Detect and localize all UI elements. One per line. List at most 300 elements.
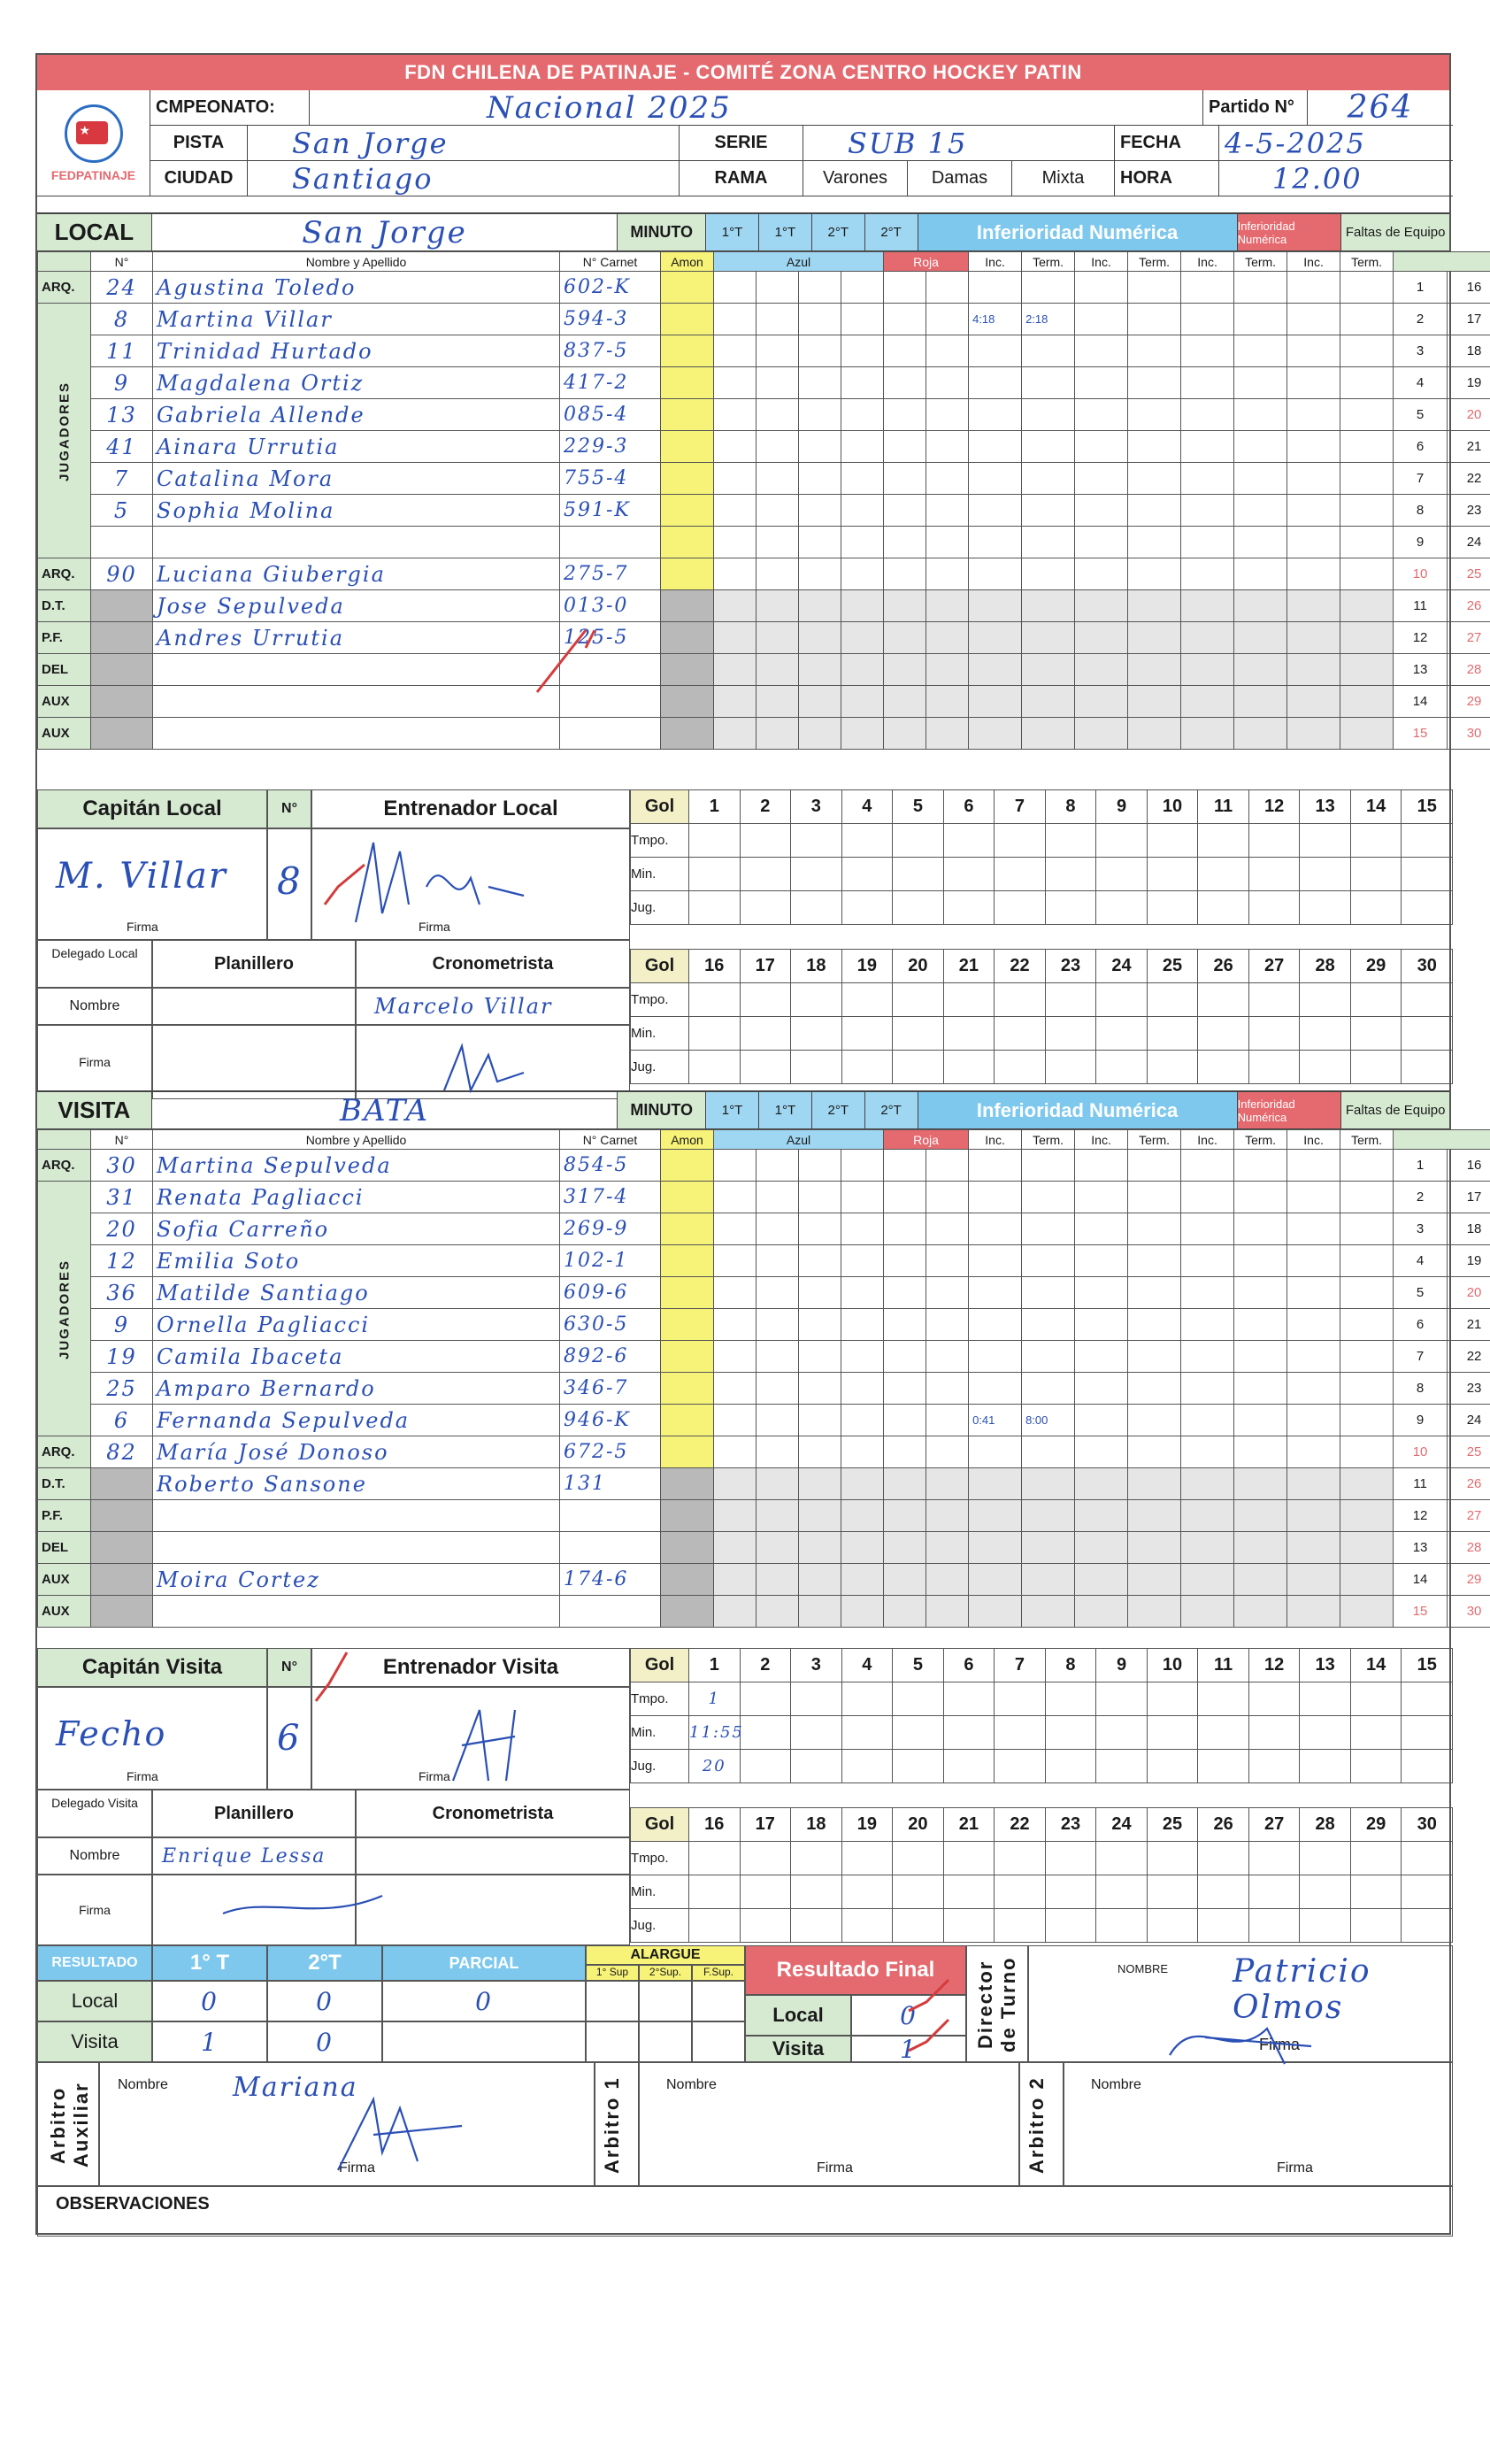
gol-cell[interactable] bbox=[1147, 1842, 1198, 1875]
minuto-cell[interactable] bbox=[884, 463, 926, 495]
gol-cell[interactable] bbox=[1402, 1682, 1453, 1716]
gol-cell[interactable] bbox=[943, 1682, 995, 1716]
inferioridad-cell[interactable] bbox=[1022, 1373, 1075, 1405]
minuto-cell[interactable] bbox=[799, 1341, 841, 1373]
gol-cell[interactable] bbox=[1350, 1842, 1402, 1875]
gol-cell[interactable] bbox=[689, 858, 741, 891]
amon-cell[interactable] bbox=[661, 1309, 714, 1341]
gol-cell[interactable] bbox=[1350, 1875, 1402, 1909]
inferioridad-cell[interactable] bbox=[969, 399, 1022, 431]
player-number[interactable]: 90 bbox=[91, 558, 153, 590]
minuto-cell[interactable] bbox=[714, 431, 757, 463]
faltas-cell[interactable]: 16 bbox=[1448, 272, 1490, 304]
minuto-cell[interactable] bbox=[799, 1500, 841, 1532]
gol-cell[interactable] bbox=[841, 1750, 893, 1783]
gol-cell[interactable] bbox=[1147, 1017, 1198, 1051]
player-name[interactable]: Andres Urrutia bbox=[153, 622, 560, 654]
inferioridad-cell[interactable] bbox=[1287, 1309, 1340, 1341]
inferioridad-cell[interactable] bbox=[1234, 686, 1287, 718]
inferioridad-cell[interactable] bbox=[1340, 1373, 1394, 1405]
minuto-cell[interactable] bbox=[884, 1150, 926, 1182]
inferioridad-cell[interactable] bbox=[1075, 399, 1128, 431]
minuto-cell[interactable] bbox=[799, 622, 841, 654]
gol-cell[interactable] bbox=[1402, 1051, 1453, 1084]
inferioridad-cell[interactable] bbox=[1128, 1596, 1181, 1628]
gol-cell[interactable] bbox=[1198, 1017, 1249, 1051]
minuto-cell[interactable] bbox=[884, 558, 926, 590]
player-carnet[interactable]: 275-7 bbox=[560, 558, 661, 590]
minuto-cell[interactable] bbox=[757, 272, 799, 304]
minuto-cell[interactable] bbox=[841, 1405, 884, 1436]
minuto-cell[interactable] bbox=[841, 622, 884, 654]
inferioridad-cell[interactable] bbox=[1075, 654, 1128, 686]
minuto-cell[interactable] bbox=[884, 1277, 926, 1309]
inferioridad-cell[interactable] bbox=[1234, 463, 1287, 495]
player-carnet[interactable]: 102-1 bbox=[560, 1245, 661, 1277]
minuto-cell[interactable] bbox=[714, 1468, 757, 1500]
gol-cell[interactable] bbox=[995, 1875, 1046, 1909]
amon-cell[interactable] bbox=[661, 718, 714, 750]
gol-cell[interactable] bbox=[1248, 891, 1300, 925]
faltas-cell[interactable]: 7 bbox=[1394, 1341, 1448, 1373]
gol-cell[interactable] bbox=[893, 1017, 944, 1051]
minuto-cell[interactable] bbox=[714, 272, 757, 304]
gol-cell[interactable] bbox=[893, 983, 944, 1017]
inferioridad-cell[interactable] bbox=[1234, 304, 1287, 335]
inferioridad-cell[interactable] bbox=[969, 335, 1022, 367]
gol-cell[interactable] bbox=[841, 824, 893, 858]
player-name[interactable]: Roberto Sansone bbox=[153, 1468, 560, 1500]
player-carnet[interactable]: 630-5 bbox=[560, 1309, 661, 1341]
inferioridad-cell[interactable] bbox=[1022, 1245, 1075, 1277]
inferioridad-cell[interactable] bbox=[1075, 527, 1128, 558]
gol-cell[interactable] bbox=[1300, 858, 1351, 891]
minuto-cell[interactable] bbox=[799, 463, 841, 495]
gol-cell[interactable] bbox=[1300, 1875, 1351, 1909]
inferioridad-cell[interactable] bbox=[1075, 1150, 1128, 1182]
faltas-cell[interactable]: 21 bbox=[1448, 1309, 1490, 1341]
rama-mixta[interactable]: Mixta bbox=[1012, 161, 1115, 196]
inferioridad-cell[interactable] bbox=[1234, 1500, 1287, 1532]
player-name[interactable] bbox=[153, 1596, 560, 1628]
minuto-cell[interactable] bbox=[926, 1245, 969, 1277]
inferioridad-cell[interactable] bbox=[969, 1373, 1022, 1405]
inferioridad-cell[interactable] bbox=[1287, 1436, 1340, 1468]
gol-cell[interactable] bbox=[1198, 1051, 1249, 1084]
gol-cell[interactable] bbox=[1198, 824, 1249, 858]
minuto-cell[interactable] bbox=[757, 527, 799, 558]
minuto-cell[interactable] bbox=[757, 1373, 799, 1405]
inferioridad-cell[interactable] bbox=[1340, 304, 1394, 335]
inferioridad-cell[interactable] bbox=[1022, 590, 1075, 622]
capitan-visita-sign-box[interactable] bbox=[37, 1687, 267, 1790]
inferioridad-cell[interactable] bbox=[1287, 1468, 1340, 1500]
inferioridad-cell[interactable] bbox=[1022, 558, 1075, 590]
minuto-cell[interactable] bbox=[714, 1150, 757, 1182]
inferioridad-cell[interactable] bbox=[1128, 1405, 1181, 1436]
player-number[interactable] bbox=[91, 1564, 153, 1596]
minuto-cell[interactable] bbox=[799, 718, 841, 750]
inferioridad-cell[interactable] bbox=[1181, 399, 1234, 431]
inferioridad-cell[interactable] bbox=[1022, 622, 1075, 654]
gol-cell[interactable] bbox=[1147, 1716, 1198, 1750]
minuto-cell[interactable] bbox=[714, 1277, 757, 1309]
minuto-cell[interactable] bbox=[841, 590, 884, 622]
gol-cell[interactable] bbox=[995, 1909, 1046, 1943]
visita-2t-score[interactable]: 0 bbox=[267, 2021, 382, 2062]
minuto-cell[interactable] bbox=[926, 1436, 969, 1468]
minuto-cell[interactable] bbox=[926, 1341, 969, 1373]
faltas-cell[interactable]: 8 bbox=[1394, 1373, 1448, 1405]
inferioridad-cell[interactable] bbox=[1234, 558, 1287, 590]
gol-cell[interactable] bbox=[1248, 983, 1300, 1017]
minuto-cell[interactable] bbox=[841, 1182, 884, 1213]
gol-cell[interactable] bbox=[995, 824, 1046, 858]
player-carnet[interactable] bbox=[560, 527, 661, 558]
minuto-cell[interactable] bbox=[841, 495, 884, 527]
minuto-cell[interactable] bbox=[757, 654, 799, 686]
minuto-cell[interactable] bbox=[799, 1405, 841, 1436]
gol-cell[interactable] bbox=[791, 1750, 842, 1783]
minuto-cell[interactable] bbox=[926, 1532, 969, 1564]
faltas-cell[interactable]: 16 bbox=[1448, 1150, 1490, 1182]
amon-cell[interactable] bbox=[661, 272, 714, 304]
faltas-cell[interactable]: 21 bbox=[1448, 431, 1490, 463]
amon-cell[interactable] bbox=[661, 1341, 714, 1373]
gol-cell[interactable] bbox=[893, 858, 944, 891]
arbitro2-box[interactable] bbox=[1064, 2062, 1453, 2186]
inferioridad-cell[interactable] bbox=[1340, 622, 1394, 654]
visita-parcial-score[interactable] bbox=[382, 2021, 586, 2062]
inferioridad-cell[interactable] bbox=[1340, 558, 1394, 590]
inferioridad-cell[interactable]: 2:18 bbox=[1022, 304, 1075, 335]
inferioridad-cell[interactable] bbox=[1340, 495, 1394, 527]
minuto-cell[interactable] bbox=[799, 1436, 841, 1468]
player-carnet[interactable]: 837-5 bbox=[560, 335, 661, 367]
minuto-cell[interactable] bbox=[799, 1277, 841, 1309]
gol-cell[interactable] bbox=[740, 824, 791, 858]
faltas-cell[interactable]: 22 bbox=[1448, 1341, 1490, 1373]
inferioridad-cell[interactable] bbox=[1234, 272, 1287, 304]
inferioridad-cell[interactable] bbox=[1022, 1468, 1075, 1500]
inferioridad-cell[interactable] bbox=[1022, 367, 1075, 399]
inferioridad-cell[interactable] bbox=[1181, 335, 1234, 367]
minuto-cell[interactable] bbox=[884, 1245, 926, 1277]
player-number[interactable]: 6 bbox=[91, 1405, 153, 1436]
gol-cell[interactable] bbox=[893, 1051, 944, 1084]
gol-cell[interactable] bbox=[943, 1750, 995, 1783]
gol-cell[interactable] bbox=[995, 891, 1046, 925]
inferioridad-cell[interactable] bbox=[1181, 1500, 1234, 1532]
minuto-cell[interactable] bbox=[714, 527, 757, 558]
gol-cell[interactable] bbox=[1096, 1909, 1148, 1943]
player-name[interactable]: Amparo Bernardo bbox=[153, 1373, 560, 1405]
faltas-cell[interactable]: 30 bbox=[1448, 718, 1490, 750]
faltas-cell[interactable]: 1 bbox=[1394, 1150, 1448, 1182]
gol-cell[interactable] bbox=[689, 1875, 741, 1909]
player-number[interactable] bbox=[91, 1468, 153, 1500]
inferioridad-cell[interactable] bbox=[1022, 463, 1075, 495]
inferioridad-cell[interactable] bbox=[1022, 686, 1075, 718]
inferioridad-cell[interactable] bbox=[1181, 1150, 1234, 1182]
inferioridad-cell[interactable] bbox=[1075, 1277, 1128, 1309]
minuto-cell[interactable] bbox=[926, 1405, 969, 1436]
inferioridad-cell[interactable] bbox=[1075, 1500, 1128, 1532]
inferioridad-cell[interactable] bbox=[1128, 1500, 1181, 1532]
faltas-cell[interactable]: 17 bbox=[1448, 1182, 1490, 1213]
gol-cell[interactable] bbox=[1147, 983, 1198, 1017]
inferioridad-cell[interactable] bbox=[1022, 1182, 1075, 1213]
inferioridad-cell[interactable] bbox=[1181, 686, 1234, 718]
player-name[interactable] bbox=[153, 686, 560, 718]
gol-cell[interactable] bbox=[1402, 983, 1453, 1017]
minuto-cell[interactable] bbox=[714, 1405, 757, 1436]
final-visita-score[interactable]: 1 bbox=[851, 2036, 966, 2062]
capitan-local-sign-box[interactable] bbox=[37, 828, 267, 940]
gol-cell[interactable] bbox=[1045, 824, 1096, 858]
minuto-cell[interactable] bbox=[884, 1309, 926, 1341]
gol-cell[interactable] bbox=[689, 1909, 741, 1943]
amon-cell[interactable] bbox=[661, 1405, 714, 1436]
inferioridad-cell[interactable] bbox=[1287, 1564, 1340, 1596]
inferioridad-cell[interactable] bbox=[1022, 1341, 1075, 1373]
minuto-cell[interactable] bbox=[799, 1150, 841, 1182]
minuto-cell[interactable] bbox=[714, 590, 757, 622]
minuto-cell[interactable] bbox=[884, 335, 926, 367]
gol-cell[interactable] bbox=[1300, 1017, 1351, 1051]
gol-cell[interactable] bbox=[1198, 1682, 1249, 1716]
player-number[interactable] bbox=[91, 718, 153, 750]
faltas-cell[interactable]: 14 bbox=[1394, 1564, 1448, 1596]
amon-cell[interactable] bbox=[661, 495, 714, 527]
faltas-cell[interactable]: 24 bbox=[1448, 527, 1490, 558]
gol-cell[interactable] bbox=[1045, 1051, 1096, 1084]
inferioridad-cell[interactable] bbox=[1128, 558, 1181, 590]
inferioridad-cell[interactable] bbox=[1287, 463, 1340, 495]
gol-cell[interactable] bbox=[995, 858, 1046, 891]
inferioridad-cell[interactable] bbox=[1287, 1213, 1340, 1245]
gol-cell[interactable] bbox=[1300, 891, 1351, 925]
inferioridad-cell[interactable] bbox=[969, 431, 1022, 463]
gol-cell[interactable] bbox=[1300, 983, 1351, 1017]
gol-cell[interactable] bbox=[1198, 1750, 1249, 1783]
inferioridad-cell[interactable] bbox=[1181, 1596, 1234, 1628]
inferioridad-cell[interactable] bbox=[1234, 1182, 1287, 1213]
inferioridad-cell[interactable] bbox=[969, 686, 1022, 718]
planillero-local-sign[interactable] bbox=[152, 1025, 356, 1099]
gol-cell[interactable] bbox=[1045, 1017, 1096, 1051]
ciudad-value[interactable]: Santiago bbox=[248, 161, 680, 196]
minuto-cell[interactable] bbox=[884, 1373, 926, 1405]
inferioridad-cell[interactable] bbox=[969, 1245, 1022, 1277]
inferioridad-cell[interactable] bbox=[1287, 654, 1340, 686]
inferioridad-cell[interactable] bbox=[1287, 718, 1340, 750]
minuto-cell[interactable] bbox=[757, 1213, 799, 1245]
gol-cell[interactable] bbox=[1198, 983, 1249, 1017]
minuto-cell[interactable] bbox=[841, 399, 884, 431]
minuto-cell[interactable] bbox=[714, 1373, 757, 1405]
minuto-cell[interactable] bbox=[799, 1182, 841, 1213]
faltas-cell[interactable]: 11 bbox=[1394, 1468, 1448, 1500]
inferioridad-cell[interactable] bbox=[1340, 686, 1394, 718]
player-number[interactable] bbox=[91, 1596, 153, 1628]
player-number[interactable]: 5 bbox=[91, 495, 153, 527]
gol-cell[interactable] bbox=[740, 1842, 791, 1875]
gol-cell[interactable] bbox=[1248, 1017, 1300, 1051]
minuto-cell[interactable] bbox=[757, 335, 799, 367]
minuto-cell[interactable] bbox=[799, 304, 841, 335]
faltas-cell[interactable]: 17 bbox=[1448, 304, 1490, 335]
player-name[interactable]: Sophia Molina bbox=[153, 495, 560, 527]
inferioridad-cell[interactable] bbox=[1128, 1341, 1181, 1373]
local-2t-score[interactable]: 0 bbox=[267, 1981, 382, 2021]
gol-cell[interactable] bbox=[841, 1909, 893, 1943]
gol-cell[interactable] bbox=[893, 1750, 944, 1783]
minuto-cell[interactable] bbox=[714, 718, 757, 750]
amon-cell[interactable] bbox=[661, 431, 714, 463]
cronometrista-local-name[interactable]: Marcelo Villar bbox=[356, 988, 630, 1025]
gol-cell[interactable] bbox=[1350, 1017, 1402, 1051]
gol-cell[interactable] bbox=[1096, 1051, 1148, 1084]
faltas-cell[interactable]: 15 bbox=[1394, 718, 1448, 750]
minuto-cell[interactable] bbox=[884, 1564, 926, 1596]
gol-cell[interactable] bbox=[740, 858, 791, 891]
gol-cell[interactable] bbox=[1198, 1842, 1249, 1875]
inferioridad-cell[interactable] bbox=[1022, 495, 1075, 527]
minuto-cell[interactable] bbox=[926, 399, 969, 431]
gol-cell[interactable] bbox=[1147, 1875, 1198, 1909]
inferioridad-cell[interactable] bbox=[1234, 1405, 1287, 1436]
minuto-cell[interactable] bbox=[841, 1500, 884, 1532]
player-number[interactable] bbox=[91, 590, 153, 622]
faltas-cell[interactable]: 4 bbox=[1394, 367, 1448, 399]
inferioridad-cell[interactable] bbox=[1234, 367, 1287, 399]
minuto-cell[interactable] bbox=[757, 495, 799, 527]
inferioridad-cell[interactable] bbox=[1075, 1405, 1128, 1436]
inferioridad-cell[interactable] bbox=[1181, 1405, 1234, 1436]
minuto-cell[interactable] bbox=[799, 686, 841, 718]
minuto-cell[interactable] bbox=[841, 558, 884, 590]
inferioridad-cell[interactable] bbox=[1075, 1245, 1128, 1277]
gol-cell[interactable] bbox=[893, 1682, 944, 1716]
minuto-cell[interactable] bbox=[799, 558, 841, 590]
inferioridad-cell[interactable] bbox=[1234, 399, 1287, 431]
minuto-cell[interactable] bbox=[714, 1341, 757, 1373]
minuto-cell[interactable] bbox=[841, 527, 884, 558]
inferioridad-cell[interactable] bbox=[1340, 399, 1394, 431]
inferioridad-cell[interactable] bbox=[969, 590, 1022, 622]
gol-cell[interactable] bbox=[1248, 1682, 1300, 1716]
inferioridad-cell[interactable] bbox=[1075, 1341, 1128, 1373]
amon-cell[interactable] bbox=[661, 654, 714, 686]
inferioridad-cell[interactable] bbox=[969, 495, 1022, 527]
gol-cell[interactable] bbox=[943, 1909, 995, 1943]
inferioridad-cell[interactable] bbox=[1234, 654, 1287, 686]
minuto-cell[interactable] bbox=[884, 1436, 926, 1468]
inferioridad-cell[interactable]: 8:00 bbox=[1022, 1405, 1075, 1436]
gol-cell[interactable] bbox=[1096, 858, 1148, 891]
inferioridad-cell[interactable] bbox=[1075, 431, 1128, 463]
inferioridad-cell[interactable] bbox=[1234, 1277, 1287, 1309]
amon-cell[interactable] bbox=[661, 1277, 714, 1309]
inferioridad-cell[interactable] bbox=[1287, 431, 1340, 463]
minuto-cell[interactable] bbox=[884, 495, 926, 527]
minuto-cell[interactable] bbox=[841, 1245, 884, 1277]
inferioridad-cell[interactable] bbox=[1234, 590, 1287, 622]
faltas-cell[interactable]: 4 bbox=[1394, 1245, 1448, 1277]
inferioridad-cell[interactable] bbox=[1075, 1532, 1128, 1564]
inferioridad-cell[interactable] bbox=[1181, 304, 1234, 335]
gol-cell[interactable] bbox=[1300, 1716, 1351, 1750]
minuto-cell[interactable] bbox=[714, 1564, 757, 1596]
inferioridad-cell[interactable] bbox=[969, 718, 1022, 750]
inferioridad-cell[interactable] bbox=[1075, 1436, 1128, 1468]
amon-cell[interactable] bbox=[661, 558, 714, 590]
minuto-cell[interactable] bbox=[757, 718, 799, 750]
serie-value[interactable]: SUB 15 bbox=[803, 126, 1115, 160]
inferioridad-cell[interactable] bbox=[1287, 558, 1340, 590]
minuto-cell[interactable] bbox=[926, 304, 969, 335]
gol-cell[interactable] bbox=[1198, 1909, 1249, 1943]
minuto-cell[interactable] bbox=[884, 1405, 926, 1436]
gol-cell[interactable] bbox=[893, 1875, 944, 1909]
capitan-visita-num-box[interactable] bbox=[267, 1687, 311, 1790]
minuto-cell[interactable] bbox=[757, 1405, 799, 1436]
inferioridad-cell[interactable] bbox=[1128, 463, 1181, 495]
inferioridad-cell[interactable] bbox=[1128, 1564, 1181, 1596]
gol-cell[interactable] bbox=[995, 1716, 1046, 1750]
player-carnet[interactable]: 131 bbox=[560, 1468, 661, 1500]
gol-cell[interactable] bbox=[1147, 1909, 1198, 1943]
inferioridad-cell[interactable] bbox=[1287, 1405, 1340, 1436]
faltas-cell[interactable]: 28 bbox=[1448, 1532, 1490, 1564]
gol-cell[interactable] bbox=[943, 858, 995, 891]
player-name[interactable]: Martina Sepulveda bbox=[153, 1150, 560, 1182]
gol-cell[interactable] bbox=[689, 824, 741, 858]
gol-cell[interactable] bbox=[995, 1750, 1046, 1783]
minuto-cell[interactable] bbox=[714, 1182, 757, 1213]
inferioridad-cell[interactable] bbox=[969, 527, 1022, 558]
minuto-cell[interactable] bbox=[884, 1341, 926, 1373]
inferioridad-cell[interactable] bbox=[1287, 335, 1340, 367]
inferioridad-cell[interactable] bbox=[1128, 1309, 1181, 1341]
minuto-cell[interactable] bbox=[757, 1341, 799, 1373]
minuto-cell[interactable] bbox=[757, 1277, 799, 1309]
inferioridad-cell[interactable] bbox=[1181, 1532, 1234, 1564]
faltas-cell[interactable]: 12 bbox=[1394, 622, 1448, 654]
amon-cell[interactable] bbox=[661, 399, 714, 431]
inferioridad-cell[interactable] bbox=[1287, 1245, 1340, 1277]
gol-cell[interactable] bbox=[1300, 1051, 1351, 1084]
faltas-cell[interactable]: 5 bbox=[1394, 1277, 1448, 1309]
gol-cell[interactable] bbox=[689, 983, 741, 1017]
gol-cell[interactable] bbox=[893, 824, 944, 858]
minuto-cell[interactable] bbox=[714, 367, 757, 399]
minuto-cell[interactable] bbox=[757, 1500, 799, 1532]
minuto-cell[interactable] bbox=[926, 1596, 969, 1628]
minuto-cell[interactable] bbox=[714, 1245, 757, 1277]
partido-value[interactable]: 264 bbox=[1347, 89, 1414, 126]
player-name[interactable]: Emilia Soto bbox=[153, 1245, 560, 1277]
faltas-cell[interactable]: 18 bbox=[1448, 1213, 1490, 1245]
minuto-cell[interactable] bbox=[714, 304, 757, 335]
minuto-cell[interactable] bbox=[841, 1277, 884, 1309]
local-1t-score[interactable]: 0 bbox=[152, 1981, 267, 2021]
gol-cell[interactable] bbox=[791, 1716, 842, 1750]
minuto-cell[interactable] bbox=[841, 335, 884, 367]
minuto-cell[interactable] bbox=[926, 431, 969, 463]
minuto-cell[interactable] bbox=[714, 1500, 757, 1532]
